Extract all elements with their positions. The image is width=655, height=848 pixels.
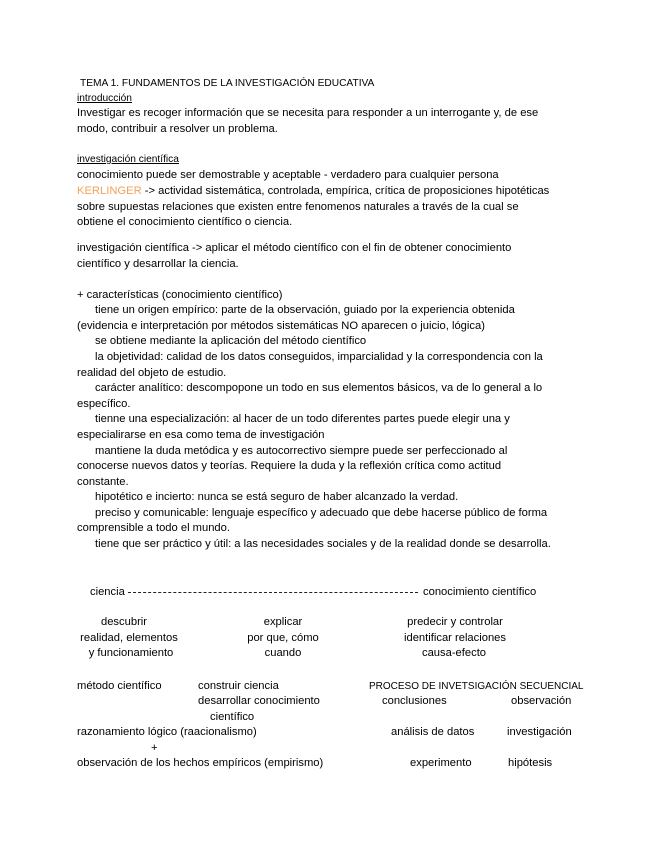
- col-descubrir: realidad, elementos: [80, 632, 178, 644]
- intro-line: Investigar es recoger información que se necesita para responder a un interrogante y, de ese: [77, 107, 539, 119]
- process-hipotesis: hipótesis: [508, 757, 553, 769]
- col-predecir: identificar relaciones: [404, 632, 506, 644]
- scale-left-label: ciencia: [90, 586, 125, 598]
- car-line: se obtiene mediante la aplicación del método científico: [95, 335, 367, 347]
- car-line: la objetividad: calidad de los datos conseguidos, imparcialidad y la correspondencia con la: [95, 351, 543, 363]
- kerlinger-line: [77, 184, 549, 198]
- car-line: específico.: [77, 398, 131, 410]
- page-title: TEMA 1. FUNDAMENTOS DE LA INVESTIGACIÓN EDUCATIVA: [80, 78, 375, 89]
- car-line: carácter analítico: descompopone un todo en sus elementos básicos, va de lo general a lo: [95, 382, 543, 394]
- col-descubrir: y funcionamiento: [88, 647, 174, 659]
- scale-dashed-line: [128, 592, 418, 593]
- car-line: conocerse nuevos datos y teorías. Requiere la duda y la reflexión crítica como actitud: [77, 460, 502, 472]
- kerlinger-definition: -> actividad sistemática, controlada, empírica, crítica de proposiciones hipotéticas: [141, 185, 550, 197]
- inv-line: científico y desarrollar la ciencia.: [77, 258, 239, 270]
- car-line: realidad del objeto de estudio.: [77, 367, 227, 379]
- scale-right-label: conocimiento científico: [423, 586, 537, 598]
- method-reasoning: razonamiento lógico (raacionalismo): [77, 726, 257, 738]
- car-line: mantiene la duda metódica y es autocorrectivo siempre puede ser perfeccionado al: [95, 445, 508, 457]
- method-item: científico: [210, 711, 255, 723]
- col-predecir: causa-efecto: [421, 647, 487, 659]
- process-experimento: experimento: [410, 757, 472, 769]
- car-line: tiene un origen empírico: parte de la observación, guiado por la experiencia obtenida: [95, 304, 515, 316]
- intro-heading: introducción: [77, 93, 132, 104]
- kerlinger-name: KERLINGER: [77, 185, 142, 197]
- car-line: preciso y comunicable: lenguaje específico y adecuado que debe hacerse público de forma: [95, 507, 548, 519]
- car-line: tienne una especialización: al hacer de un todo diferentes partes puede elegir una y: [95, 413, 510, 425]
- col-explicar: explicar: [263, 616, 303, 628]
- car-heading: + características (conocimiento científico): [77, 289, 283, 301]
- col-descubrir: descubrir: [100, 616, 148, 628]
- car-line: constante.: [77, 476, 129, 488]
- intro-line: modo, contribuir a resolver un problema.: [77, 123, 278, 135]
- process-observacion: observación: [511, 695, 572, 707]
- car-line: hipotético e incierto: nunca se está seguro de haber alcanzado la verdad.: [95, 491, 459, 503]
- inv-line: obtiene el conocimiento científico o ciencia.: [77, 216, 293, 228]
- col-explicar: cuando: [264, 647, 302, 659]
- car-line: (evidencia e interpretación por métodos sistemáticas NO aparecen o juicio, lógica): [77, 320, 485, 332]
- process-investigacion: investigación: [507, 726, 572, 738]
- car-line: comprensible a todo el mundo.: [77, 522, 230, 534]
- method-item: construir ciencia: [198, 680, 279, 692]
- method-item: desarrollar conocimiento: [198, 695, 320, 707]
- col-explicar: por que, cómo: [247, 632, 319, 644]
- method-label: método científico: [77, 680, 162, 692]
- process-analisis: análisis de datos: [391, 726, 475, 738]
- inv-heading: investigación científica: [77, 154, 179, 165]
- inv-line: conocimiento puede ser demostrable y aceptable - verdadero para cualquier persona: [77, 169, 499, 181]
- col-predecir: predecir y controlar: [407, 616, 503, 628]
- inv-line: sobre supuestas relaciones que existen entre fenomenos naturales a través de la cual se: [77, 201, 519, 213]
- method-observation: observación de los hechos empíricos (empirismo): [77, 757, 324, 769]
- method-plus: +: [151, 742, 158, 754]
- inv-line: investigación científica -> aplicar el método científico con el fin de obtener conocimiento: [77, 242, 512, 254]
- process-conclusiones: conclusiones: [382, 695, 447, 707]
- car-line: tiene que ser práctico y útil: a las necesidades sociales y de la realidad donde se desarrolla.: [95, 538, 551, 550]
- process-title: PROCESO DE INVETSIGACIÓN SECUENCIAL: [369, 681, 584, 692]
- car-line: especialirarse en esa como tema de investigación: [77, 429, 325, 441]
